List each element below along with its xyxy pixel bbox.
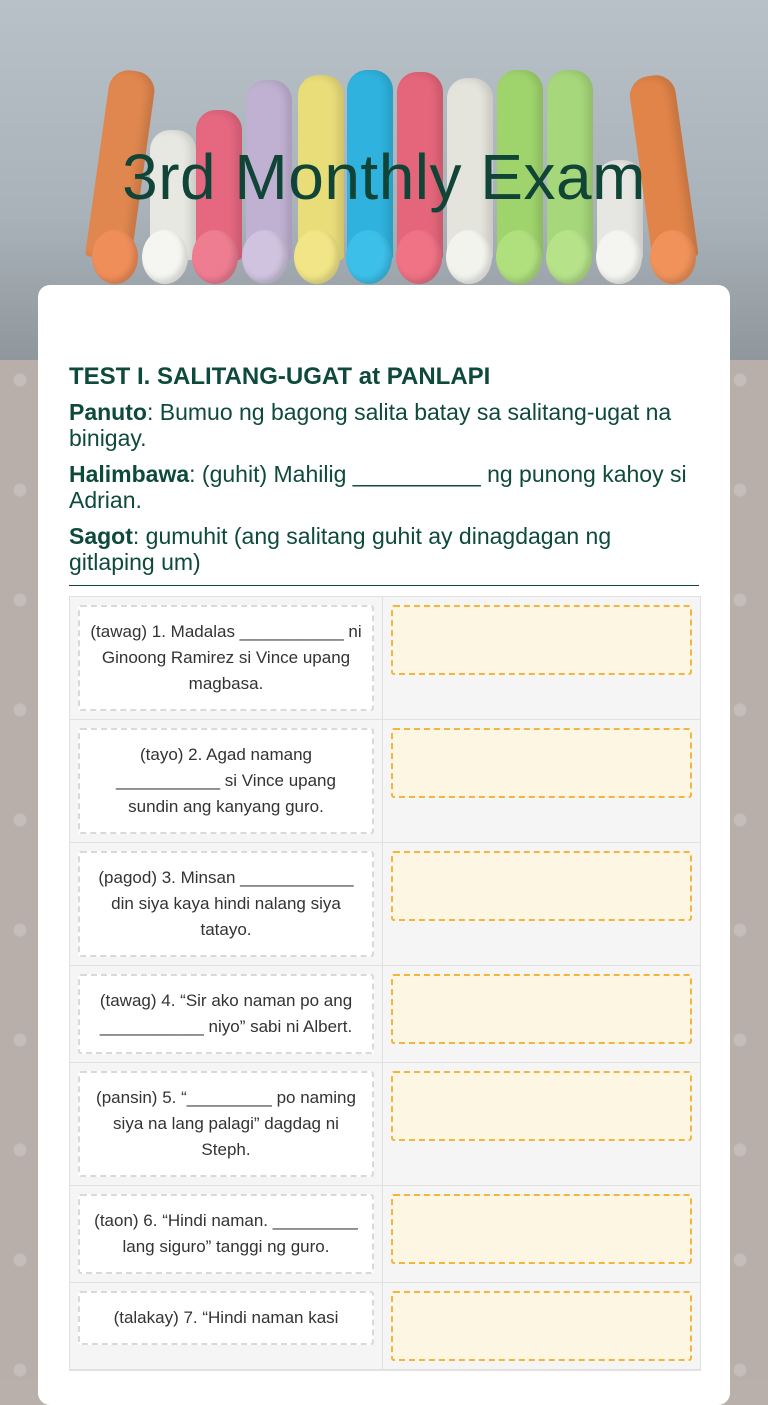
worksheet-content [69,363,699,1371]
question-text: (pagod) 3. Minsan ____________ din siya kaya hindi nalang siya tatayo. [78,851,374,957]
question-text: (tayo) 2. Agad namang ___________ si Vince upang sundin ang kanyang guro. [78,728,374,834]
answer-cell [383,843,700,965]
question-cell [70,1063,383,1185]
question-text: (tawag) 1. Madalas ___________ ni Ginoong Ramirez si Vince upang magbasa. [78,605,374,711]
answer-label: Sagot [69,523,133,549]
answer-text: : gumuhit (ang salitang guhit ay dinagdagan ng gitlaping um) [69,523,612,575]
chalk-end-decoration [92,230,138,284]
answer-cell [383,966,700,1062]
question-cell [70,720,383,842]
answer-input[interactable] [391,1194,692,1264]
table-row [70,966,700,1063]
question-cell [70,597,383,719]
answer-input[interactable] [391,1291,692,1361]
chalk-end-decoration [294,230,340,284]
chalk-end-decoration [142,230,188,284]
answer-input[interactable] [391,728,692,798]
chalk-end-decoration [346,230,392,284]
chalk-end-decoration [546,230,592,284]
chalk-end-decoration [242,230,288,284]
table-row [70,597,700,720]
answer-input[interactable] [391,605,692,675]
instructions [69,399,699,451]
chalk-end-decoration [496,230,542,284]
table-row [70,1063,700,1186]
chalk-end-decoration [396,230,442,284]
answer-cell [383,1063,700,1185]
answer-cell [383,1283,700,1369]
answer-cell [383,597,700,719]
chalk-end-decoration [192,230,238,284]
page-title: 3rd Monthly Exam [122,141,646,213]
table-row [70,843,700,966]
table-row [70,1186,700,1283]
worksheet-card [38,285,730,1405]
answer-cell [383,720,700,842]
question-text: (talakay) 7. “Hindi naman kasi [78,1291,374,1345]
example [69,461,699,513]
question-text: (tawag) 4. “Sir ako naman po ang ___________ niyo” sabi ni Albert. [78,974,374,1054]
example-label: Halimbawa [69,461,190,487]
question-cell [70,1283,383,1369]
question-cell [70,1186,383,1282]
question-cell [70,966,383,1062]
test-title: TEST I. SALITANG-UGAT at PANLAPI [69,363,491,390]
instructions-text: : Bumuo ng bagong salita batay sa salitang-ugat na binigay. [69,399,672,451]
question-cell [70,843,383,965]
table-row [70,720,700,843]
question-text: (taon) 6. “Hindi naman. _________ lang siguro” tanggi ng guro. [78,1194,374,1274]
answer-input[interactable] [391,974,692,1044]
question-table [69,596,701,1371]
divider [69,585,699,586]
chalk-end-decoration [650,230,696,284]
answer-cell [383,1186,700,1282]
chalk-end-decoration [596,230,642,284]
answer-input[interactable] [391,851,692,921]
question-text: (pansin) 5. “_________ po naming siya na lang palagi” dagdag ni Steph. [78,1071,374,1177]
answer-input[interactable] [391,1071,692,1141]
instructions-label: Panuto [69,399,147,425]
chalk-end-decoration [446,230,492,284]
example-answer [69,523,699,575]
table-row [70,1283,700,1370]
example-text: : (guhit) Mahilig __________ ng punong kahoy si Adrian. [69,461,687,513]
